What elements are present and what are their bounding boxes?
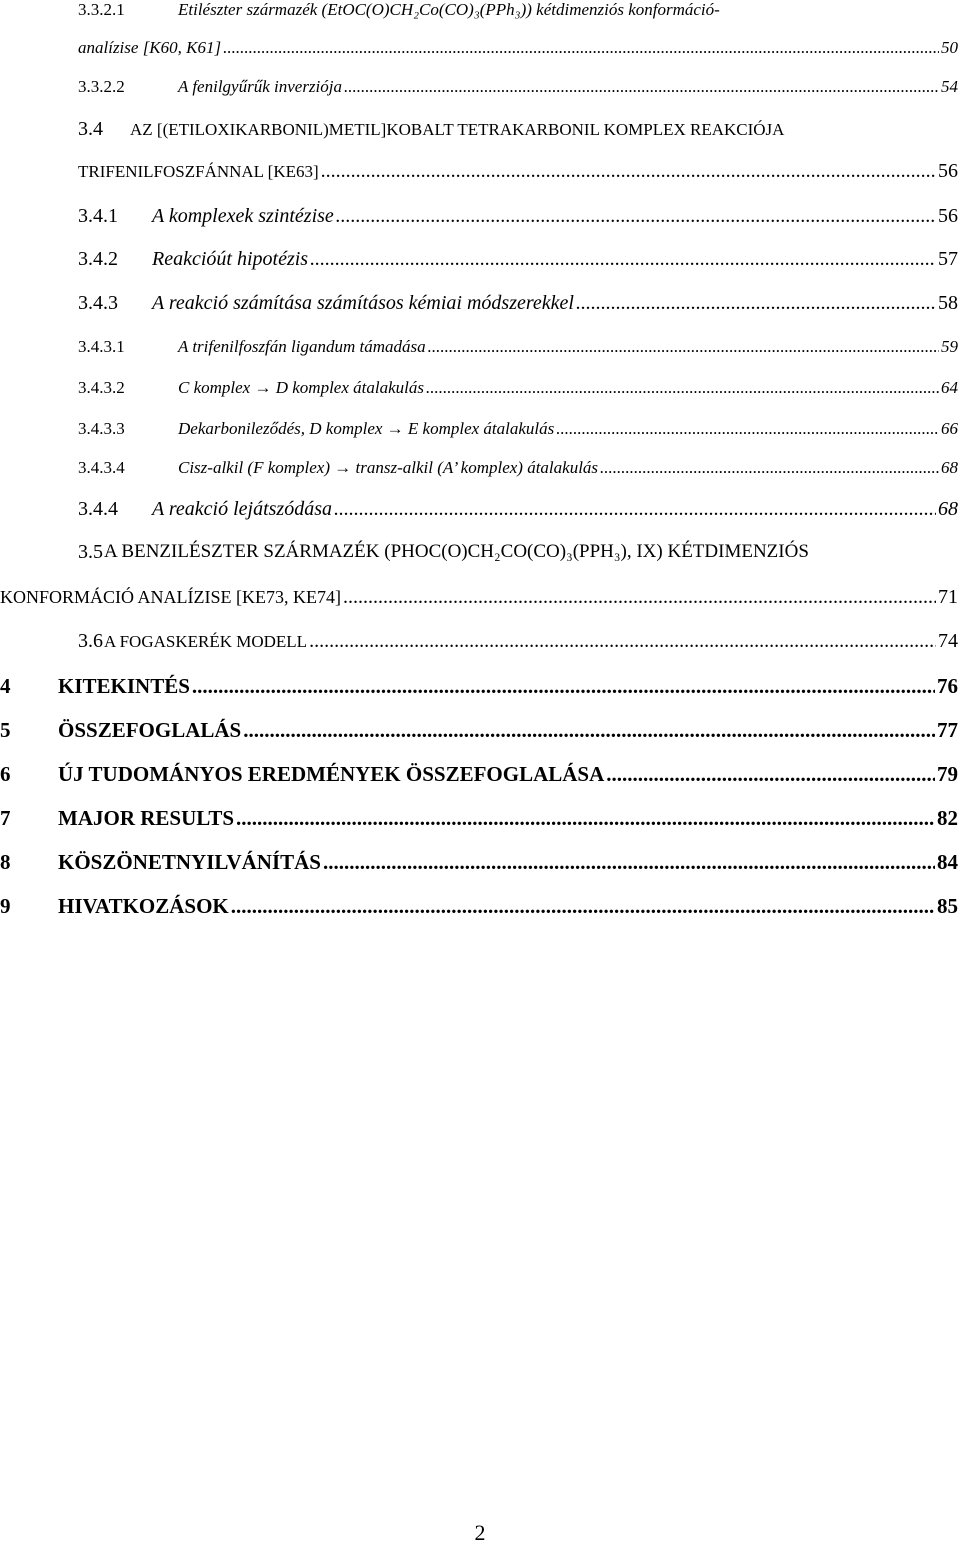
toc-entry-page: 71 bbox=[938, 586, 958, 608]
leader-dots bbox=[576, 292, 936, 315]
toc-entry-number: 3.6 bbox=[78, 630, 103, 652]
toc-entry-number: 3.4.3.3 bbox=[78, 419, 125, 438]
toc-entry-title: Reakcióút hipotézis bbox=[152, 248, 309, 270]
leader-dots bbox=[334, 498, 936, 521]
toc-entry-3-4-3-3[interactable] bbox=[0, 419, 960, 451]
toc-entry-page: 58 bbox=[938, 292, 958, 314]
toc-entry-3-4-cont[interactable] bbox=[0, 160, 960, 192]
toc-entry-page: 59 bbox=[941, 337, 958, 356]
toc-entry-page: 56 bbox=[938, 205, 958, 227]
toc-entry-page: 84 bbox=[937, 850, 958, 874]
leader-dots bbox=[556, 419, 939, 439]
toc-entry-7[interactable] bbox=[0, 806, 960, 838]
toc-entry-page: 56 bbox=[938, 160, 958, 182]
leader-dots bbox=[426, 378, 939, 398]
toc-entry-page: 76 bbox=[937, 674, 958, 698]
leader-dots bbox=[606, 762, 935, 787]
toc-entry-3-6[interactable] bbox=[0, 630, 960, 662]
toc-entry-number: 3.4.3.4 bbox=[78, 458, 125, 477]
toc-entry-3-4-4[interactable] bbox=[0, 498, 960, 530]
toc-entry-3-4-1[interactable] bbox=[0, 205, 960, 237]
toc-entry-title: A trifenilfoszfán ligandum támadása bbox=[178, 337, 426, 356]
toc-entry-3-3-2-2[interactable] bbox=[0, 77, 960, 109]
leader-dots bbox=[323, 850, 935, 875]
toc-entry-9[interactable] bbox=[0, 894, 960, 926]
toc-entry-page: 77 bbox=[937, 718, 958, 742]
toc-entry-title: ÖSSZEFOGLALÁS bbox=[58, 718, 242, 742]
toc-entry-page: 74 bbox=[938, 630, 958, 652]
toc-entry-title: Cisz-alkil (F komplex) → transz-alkil (A’ komplex) átalakulás bbox=[178, 458, 599, 477]
leader-dots bbox=[428, 337, 939, 357]
toc-entry-page: 54 bbox=[941, 77, 958, 96]
toc-entry-number: 3.4.4 bbox=[78, 498, 118, 520]
leader-dots bbox=[223, 38, 939, 58]
toc-entry-title: analízise [K60, K61] bbox=[78, 38, 222, 57]
toc-entry-title: A FOGASKERÉK MODELL bbox=[104, 632, 308, 651]
toc-entry-title: KÖSZÖNETNYILVÁNÍTÁS bbox=[58, 850, 321, 874]
leader-dots bbox=[336, 205, 936, 228]
leader-dots bbox=[343, 586, 936, 609]
toc-entry-number: 3.4.3.2 bbox=[78, 378, 125, 397]
leader-dots bbox=[321, 160, 936, 183]
toc-entry-number: 4 bbox=[0, 674, 11, 698]
toc-entry-number: 5 bbox=[0, 718, 11, 742]
toc-entry-title: A BENZILÉSZTER SZÁRMAZÉK (PHOC(O)CH₂CO(CO)₃(PPH₃), IX) KÉTDIMENZIÓS bbox=[104, 541, 809, 562]
toc-entry-page: 64 bbox=[941, 378, 958, 397]
toc-entry-number: 3.4 bbox=[78, 118, 103, 140]
toc-entry-title: A komplexek szintézise bbox=[152, 205, 334, 227]
toc-entry-title: Dekarbonileződés, D komplex → E komplex átalakulás bbox=[178, 419, 555, 438]
toc-entry-title: C komplex → D komplex átalakulás bbox=[178, 378, 424, 397]
toc-entry-5[interactable] bbox=[0, 718, 960, 750]
toc-entry-number: 8 bbox=[0, 850, 11, 874]
leader-dots bbox=[231, 894, 935, 919]
toc-entry-page: 57 bbox=[938, 248, 958, 270]
toc-entry-title: TRIFENILFOSZFÁNNAL [KE63] bbox=[78, 162, 319, 181]
toc-entry-page: 50 bbox=[941, 38, 958, 57]
toc-entry-page: 66 bbox=[941, 419, 958, 438]
leader-dots bbox=[600, 458, 939, 478]
toc-entry-6[interactable] bbox=[0, 762, 960, 794]
leader-dots bbox=[236, 806, 935, 831]
leader-dots bbox=[310, 248, 936, 271]
toc-entry-title: HIVATKOZÁSOK bbox=[58, 894, 229, 918]
toc-entry-title: MAJOR RESULTS bbox=[58, 806, 235, 830]
toc-entry-8[interactable] bbox=[0, 850, 960, 882]
toc-entry-3-4-3-2[interactable] bbox=[0, 378, 960, 410]
toc-entry-title: ÚJ TUDOMÁNYOS EREDMÉNYEK ÖSSZEFOGLALÁSA bbox=[58, 762, 605, 786]
leader-dots bbox=[243, 718, 935, 743]
toc-entry-title: KITEKINTÉS bbox=[58, 674, 190, 698]
toc-entry-title: A fenilgyűrűk inverziója bbox=[178, 77, 342, 96]
toc-entry-title: A reakció számítása számításos kémiai módszerekkel bbox=[152, 292, 574, 314]
toc-entry-page: 85 bbox=[937, 894, 958, 918]
toc-entry-page: 79 bbox=[937, 762, 958, 786]
toc-entry-title: Etilészter származék (EtOC(O)CH₂Co(CO)₃(PPh₃)) kétdimenziós konformáció- bbox=[178, 0, 720, 19]
leader-dots bbox=[344, 77, 939, 97]
toc-entry-page: 68 bbox=[938, 498, 958, 520]
leader-dots bbox=[192, 674, 935, 699]
toc-entry-number: 3.4.3 bbox=[78, 292, 118, 314]
toc-entry-number: 3.3.2.1 bbox=[78, 0, 125, 19]
toc-entry-number: 3.3.2.2 bbox=[78, 77, 125, 96]
toc-entry-title: KONFORMÁCIÓ ANALÍZISE [KE73, KE74] bbox=[0, 587, 341, 607]
toc-entry-page: 82 bbox=[937, 806, 958, 830]
toc-entry-3-4-3-1[interactable] bbox=[0, 337, 960, 369]
toc-entry-number: 6 bbox=[0, 762, 11, 786]
toc-entry-title: AZ [(ETILOXIKARBONIL)METIL]KOBALT TETRAKARBONIL KOMPLEX REAKCIÓJA bbox=[130, 120, 785, 139]
toc-entry-3-4-3-4[interactable] bbox=[0, 458, 960, 490]
toc-entry-title: A reakció lejátszódása bbox=[152, 498, 332, 520]
leader-dots bbox=[309, 630, 936, 653]
toc-entry-3-4[interactable] bbox=[0, 118, 960, 150]
toc-entry-number: 3.4.3.1 bbox=[78, 337, 125, 356]
toc-entry-3-4-3[interactable] bbox=[0, 292, 960, 324]
toc-entry-3-3-2-1[interactable] bbox=[0, 0, 960, 32]
toc-entry-number: 3.5 bbox=[78, 541, 103, 563]
toc-entry-number: 3.4.2 bbox=[78, 248, 118, 270]
toc-entry-3-3-2-1-cont[interactable] bbox=[0, 38, 960, 70]
page-number: 2 bbox=[474, 1520, 486, 1545]
toc-entry-page: 68 bbox=[941, 458, 958, 477]
toc-entry-number: 3.4.1 bbox=[78, 205, 118, 227]
toc-entry-4[interactable] bbox=[0, 674, 960, 706]
toc-entry-3-4-2[interactable] bbox=[0, 248, 960, 280]
toc-entry-3-5[interactable] bbox=[0, 541, 960, 573]
toc-entry-3-5-cont[interactable] bbox=[0, 586, 960, 618]
toc-entry-number: 7 bbox=[0, 806, 11, 830]
toc-entry-number: 9 bbox=[0, 894, 11, 918]
